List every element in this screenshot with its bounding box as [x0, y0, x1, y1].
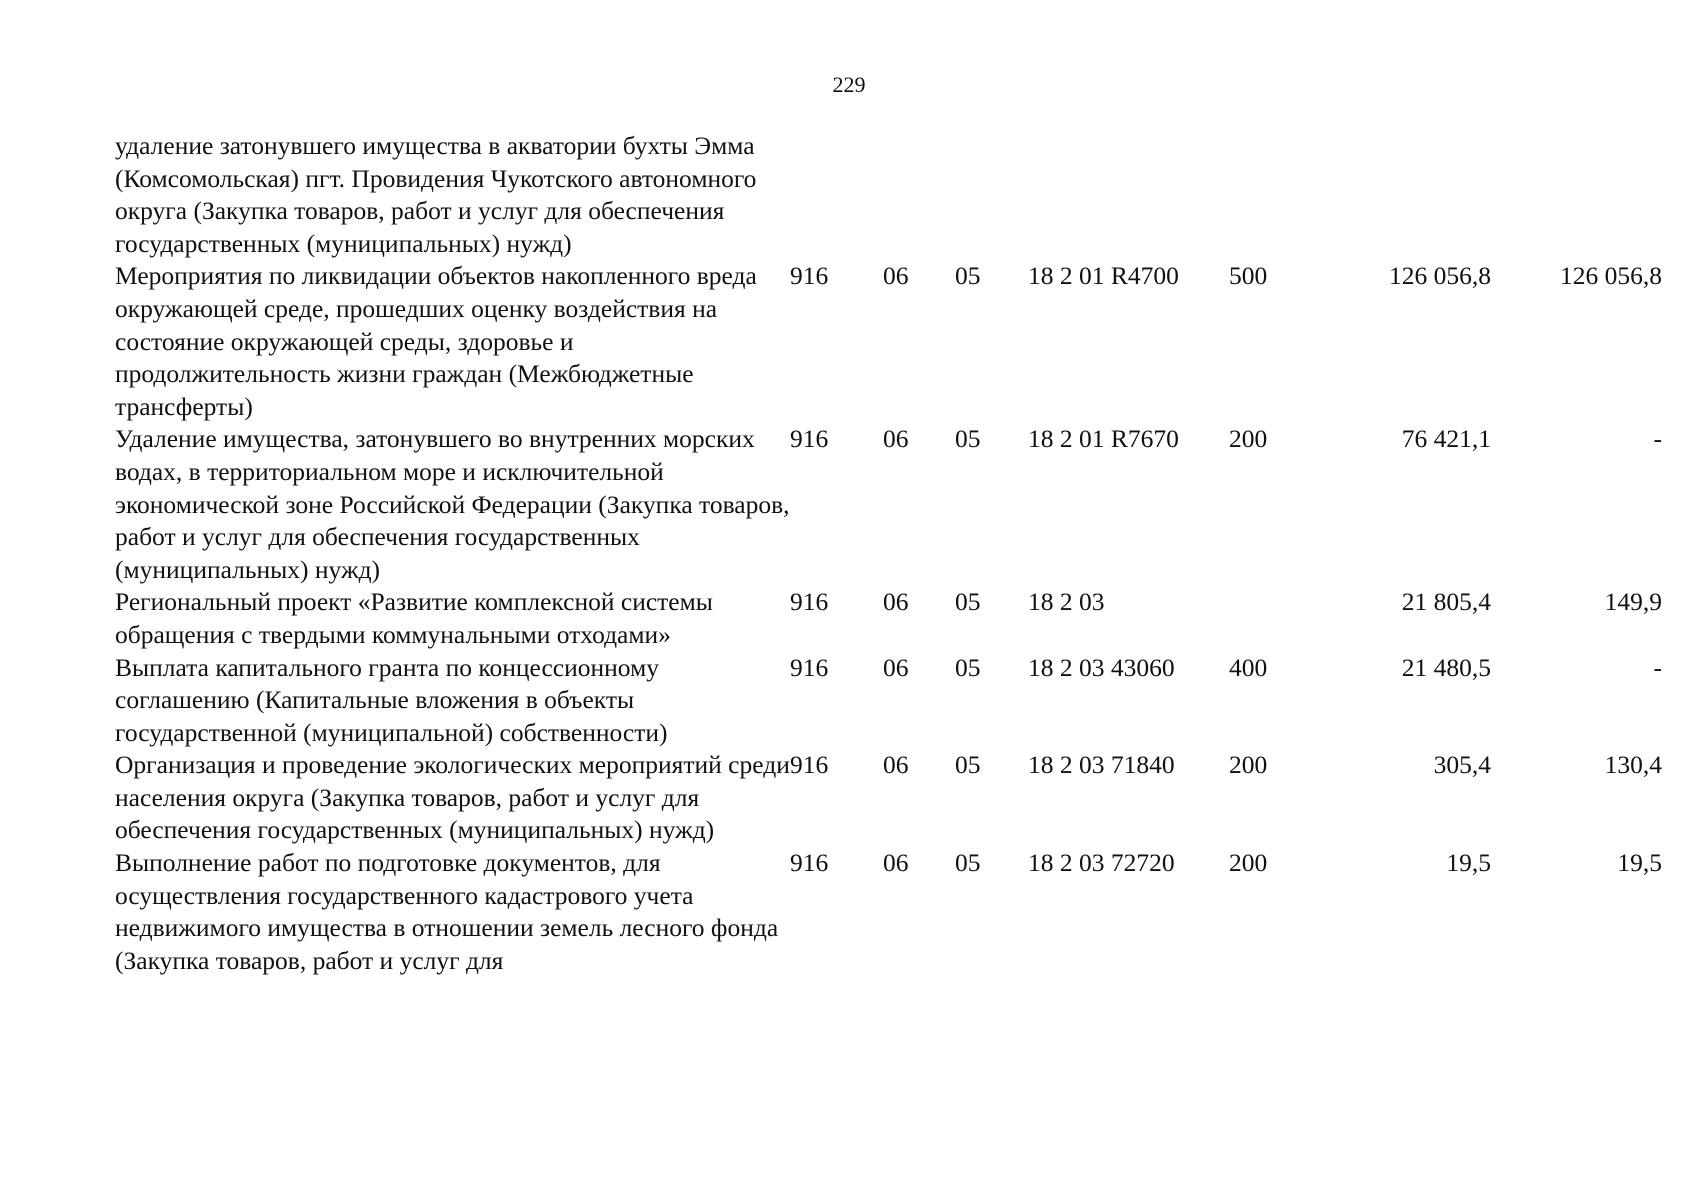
- row-target-article: 18 2 03: [1028, 587, 1105, 617]
- row-name: Региональный проект «Развитие комплексной системы обращения с твердыми коммунальными отходами»: [115, 587, 713, 649]
- row-section: 06: [883, 848, 909, 878]
- row-expense-type: 200: [1229, 848, 1268, 878]
- row-name: Организация и проведение экологических мероприятий среди населения округа (Закупка товаров, работ и услуг для обеспечения государственных (муниципальных) нужд): [115, 750, 790, 845]
- page-number: 229: [832, 72, 866, 97]
- row-amount-year-2: 130,4: [1604, 750, 1662, 780]
- row-subsection: 05: [955, 652, 981, 682]
- row-subsection: [955, 130, 1028, 260]
- row-expense-type: 200: [1229, 424, 1268, 454]
- row-target-article: 18 2 03 72720: [1028, 848, 1175, 878]
- table-row: [115, 847, 1662, 977]
- row-amount-year-2: 19,5: [1617, 848, 1662, 878]
- row-amount-year-2: [1491, 130, 1662, 260]
- row-expense-type: [1229, 130, 1341, 260]
- row-subsection: 05: [955, 848, 981, 878]
- row-section: [883, 130, 955, 260]
- table-row: [115, 652, 1662, 750]
- row-expense-type: 200: [1229, 750, 1268, 780]
- row-ministry-code: 916: [790, 261, 829, 291]
- row-amount-year-2: -: [1653, 424, 1662, 454]
- row-ministry-code: 916: [790, 848, 829, 878]
- table-row: [115, 586, 1662, 651]
- row-target-article: 18 2 01 R4700: [1028, 261, 1179, 291]
- row-section: 06: [883, 261, 909, 291]
- row-section: 06: [883, 652, 909, 682]
- row-amount-year-1: 126 056,8: [1389, 261, 1491, 291]
- row-ministry-code: 916: [790, 750, 829, 780]
- row-subsection: 05: [955, 587, 981, 617]
- row-section: 06: [883, 424, 909, 454]
- row-amount-year-1: 21 480,5: [1401, 652, 1491, 682]
- row-target-article: [1028, 130, 1229, 260]
- row-target-article: 18 2 01 R7670: [1028, 424, 1179, 454]
- row-amount-year-1: 76 421,1: [1401, 424, 1491, 454]
- row-ministry-code: [790, 130, 883, 260]
- row-ministry-code: 916: [790, 424, 829, 454]
- row-name: Выполнение работ по подготовке документов, для осуществления государственного кадастрового учета недвижимого имущества в отношении земель лесного фонда (Закупка товаров, работ и услуг для: [115, 848, 779, 975]
- row-amount-year-2: 126 056,8: [1560, 261, 1662, 291]
- row-target-article: 18 2 03 43060: [1028, 652, 1175, 682]
- row-amount-year-1: [1341, 130, 1491, 260]
- row-amount-year-1: 21 805,4: [1401, 587, 1491, 617]
- table-row: [115, 423, 1662, 586]
- row-section: 06: [883, 750, 909, 780]
- row-name: Удаление имущества, затонувшего во внутренних морских водах, в территориальном море и исключительной экономической зоне Российской Федерации (Закупка товаров, работ и услуг для обеспечения государственных (муниципальных) нужд): [115, 424, 790, 584]
- row-expense-type: 400: [1229, 652, 1268, 682]
- row-subsection: 05: [955, 750, 981, 780]
- row-subsection: 05: [955, 261, 981, 291]
- table-row: [115, 749, 1662, 847]
- row-expense-type: 500: [1229, 261, 1268, 291]
- row-expense-type: [1229, 586, 1341, 651]
- table-row: [115, 260, 1662, 423]
- row-name: Мероприятия по ликвидации объектов накопленного вреда окружающей среде, прошедших оценку воздействия на состояние окружающей среды, здоровье и продолжительность жизни граждан (Межбюджетные трансферты): [115, 261, 757, 421]
- row-ministry-code: 916: [790, 652, 829, 682]
- table-row: [115, 130, 1662, 260]
- row-amount-year-1: 19,5: [1446, 848, 1491, 878]
- row-amount-year-2: -: [1653, 652, 1662, 682]
- row-target-article: 18 2 03 71840: [1028, 750, 1175, 780]
- budget-table: [115, 130, 1662, 977]
- row-amount-year-1: 305,4: [1433, 750, 1491, 780]
- row-subsection: 05: [955, 424, 981, 454]
- row-name: Выплата капитального гранта по концессионному соглашению (Капитальные вложения в объекты государственной (муниципальной) собственности): [115, 652, 668, 747]
- row-ministry-code: 916: [790, 587, 829, 617]
- row-amount-year-2: 149,9: [1604, 587, 1662, 617]
- row-section: 06: [883, 587, 909, 617]
- row-name: удаление затонувшего имущества в акватории бухты Эмма (Комсомольская) пгт. Провидения Чукотского автономного округа (Закупка товаров, работ и услуг для обеспечения государственных (муниципальных) нужд): [115, 131, 757, 258]
